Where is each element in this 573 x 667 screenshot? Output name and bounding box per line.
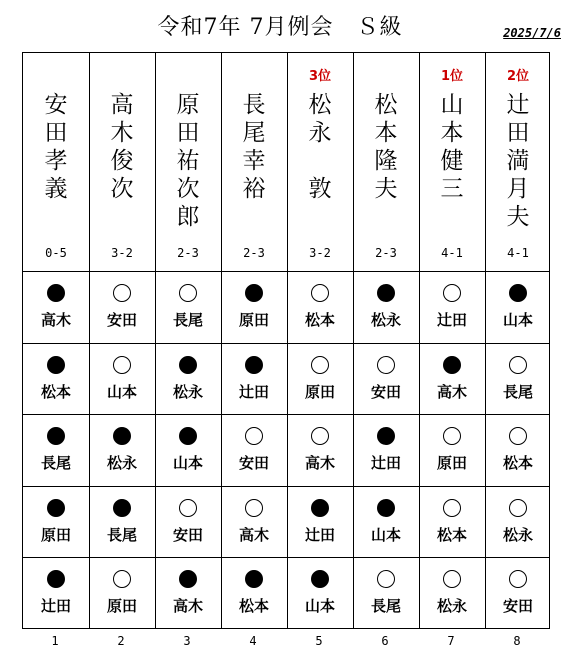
opponent-name: 松本 <box>238 597 269 615</box>
name-char <box>287 147 353 175</box>
game-result-cell <box>221 343 287 414</box>
name-char: 三 <box>440 176 464 202</box>
name-char: 田 <box>506 120 530 146</box>
player-header <box>419 53 485 271</box>
loss-dot-icon <box>245 284 263 302</box>
name-char: 隆 <box>374 148 398 174</box>
name-char: 辻 <box>506 92 530 118</box>
loss-dot-icon <box>179 356 197 374</box>
opponent-name: 長尾 <box>40 454 71 472</box>
opponent-name: 安田 <box>370 382 401 401</box>
name-char: 田 <box>176 120 200 146</box>
column-number: 7 <box>447 634 455 648</box>
name-char: 次 <box>110 176 134 202</box>
game-result-cell <box>23 343 89 414</box>
game-result-cell <box>485 343 551 414</box>
win-loss-record: 0-5 <box>45 246 67 260</box>
game-result-cell <box>89 557 155 628</box>
win-circle-icon <box>443 427 461 445</box>
column-number: 8 <box>513 634 521 648</box>
game-result-cell <box>221 557 287 628</box>
player-name <box>23 91 89 203</box>
name-char: 祐 <box>176 148 200 174</box>
name-char: 永 <box>308 120 332 146</box>
win-loss-record: 4-1 <box>507 246 529 260</box>
opponent-name: 原田 <box>304 382 335 401</box>
player-name <box>287 91 353 203</box>
opponent-name: 松永 <box>370 311 401 329</box>
game-result-cell <box>287 414 353 485</box>
page-title: 令和7年 7月例会 Ｓ級 <box>157 15 403 40</box>
win-circle-icon <box>113 356 131 374</box>
win-circle-icon <box>311 356 329 374</box>
game-result-cell <box>353 486 419 557</box>
loss-dot-icon <box>113 427 131 445</box>
loss-dot-icon <box>311 570 329 588</box>
game-result-cell <box>287 486 353 557</box>
name-char: 郎 <box>176 204 200 230</box>
game-result-cell <box>419 486 485 557</box>
win-circle-icon <box>509 499 527 517</box>
game-result-cell <box>23 414 89 485</box>
name-char: 田 <box>44 120 68 146</box>
opponent-name: 松本 <box>40 382 71 401</box>
player-header <box>89 53 155 271</box>
game-result-cell <box>485 271 551 342</box>
name-char: 尾 <box>242 120 266 146</box>
win-circle-icon <box>443 499 461 517</box>
game-result-cell <box>89 486 155 557</box>
column-number: 1 <box>51 634 59 648</box>
win-circle-icon <box>311 284 329 302</box>
opponent-name: 安田 <box>502 597 533 615</box>
game-result-cell <box>23 271 89 342</box>
player-name <box>155 91 221 231</box>
player-header <box>287 53 353 271</box>
column-number: 4 <box>249 634 257 648</box>
opponent-name: 長尾 <box>172 311 203 329</box>
win-loss-record: 2-3 <box>375 246 397 260</box>
loss-dot-icon <box>47 356 65 374</box>
name-char: 義 <box>44 176 68 202</box>
name-char: 孝 <box>44 148 68 174</box>
win-circle-icon <box>377 570 395 588</box>
loss-dot-icon <box>47 499 65 517</box>
game-result-cell <box>89 414 155 485</box>
opponent-name: 原田 <box>40 525 71 544</box>
column-number: 2 <box>117 634 125 648</box>
opponent-name: 高木 <box>436 382 467 401</box>
name-char: 長 <box>242 92 266 118</box>
game-result-cell <box>419 557 485 628</box>
opponent-name: 山本 <box>370 525 401 544</box>
game-result-cell <box>155 271 221 342</box>
player-name <box>485 91 551 231</box>
opponent-name: 辻田 <box>304 525 335 544</box>
player-name <box>419 91 485 203</box>
win-loss-record: 3-2 <box>309 246 331 260</box>
game-result-cell <box>89 343 155 414</box>
name-char: 本 <box>374 120 398 146</box>
name-char: 本 <box>440 120 464 146</box>
win-circle-icon <box>311 427 329 445</box>
opponent-name: 松本 <box>436 525 467 544</box>
name-char: 高 <box>110 92 134 118</box>
win-loss-record: 2-3 <box>243 246 265 260</box>
loss-dot-icon <box>245 570 263 588</box>
game-result-cell <box>287 271 353 342</box>
name-char: 松 <box>308 92 332 118</box>
opponent-name: 山本 <box>502 311 533 329</box>
column-number: 5 <box>315 634 323 648</box>
loss-dot-icon <box>377 284 395 302</box>
loss-dot-icon <box>311 499 329 517</box>
win-circle-icon <box>443 284 461 302</box>
game-result-cell <box>353 271 419 342</box>
player-header <box>485 53 551 271</box>
player-name <box>89 91 155 203</box>
game-result-cell <box>155 557 221 628</box>
rank-label: 1位 <box>440 69 464 84</box>
game-result-cell <box>89 271 155 342</box>
player-name <box>221 91 287 203</box>
game-result-cell <box>353 343 419 414</box>
opponent-name: 原田 <box>238 311 269 329</box>
opponent-name: 安田 <box>172 525 203 544</box>
loss-dot-icon <box>377 427 395 445</box>
name-char: 夫 <box>506 204 530 230</box>
game-result-cell <box>23 486 89 557</box>
name-char: 満 <box>506 148 530 174</box>
player-header <box>353 53 419 271</box>
opponent-name: 松永 <box>436 597 467 615</box>
name-char: 松 <box>374 92 398 118</box>
loss-dot-icon <box>377 499 395 517</box>
name-char: 夫 <box>374 176 398 202</box>
win-circle-icon <box>179 499 197 517</box>
win-circle-icon <box>113 284 131 302</box>
column-number: 6 <box>381 634 389 648</box>
opponent-name: 山本 <box>172 454 203 472</box>
game-result-cell <box>419 414 485 485</box>
player-header <box>221 53 287 271</box>
name-char: 敦 <box>308 176 332 202</box>
event-date: 2025/7/6 <box>503 26 561 40</box>
win-circle-icon <box>245 499 263 517</box>
opponent-name: 高木 <box>40 311 71 329</box>
opponent-name: 高木 <box>304 454 335 472</box>
opponent-name: 山本 <box>304 597 335 615</box>
win-loss-record: 4-1 <box>441 246 463 260</box>
game-result-cell <box>155 343 221 414</box>
game-result-cell <box>485 486 551 557</box>
opponent-name: 松永 <box>106 454 137 472</box>
game-result-cell <box>23 557 89 628</box>
name-char: 裕 <box>242 176 266 202</box>
name-char: 次 <box>176 176 200 202</box>
opponent-name: 安田 <box>238 454 269 472</box>
opponent-name: 辻田 <box>40 597 71 615</box>
opponent-name: 辻田 <box>238 382 269 401</box>
player-header <box>155 53 221 271</box>
name-char: 木 <box>110 120 134 146</box>
game-result-cell <box>419 271 485 342</box>
opponent-name: 高木 <box>238 525 269 544</box>
win-circle-icon <box>179 284 197 302</box>
opponent-name: 松本 <box>502 454 533 472</box>
player-header <box>23 53 89 271</box>
loss-dot-icon <box>245 356 263 374</box>
loss-dot-icon <box>47 284 65 302</box>
win-circle-icon <box>443 570 461 588</box>
opponent-name: 辻田 <box>436 311 467 329</box>
loss-dot-icon <box>509 284 527 302</box>
name-char: 月 <box>506 176 530 202</box>
game-result-cell <box>221 486 287 557</box>
column-number: 3 <box>183 634 191 648</box>
opponent-name: 山本 <box>106 382 137 401</box>
game-result-cell <box>287 557 353 628</box>
opponent-name: 高木 <box>172 597 203 615</box>
name-char: 健 <box>440 148 464 174</box>
opponent-name: 長尾 <box>106 525 137 544</box>
opponent-name: 松永 <box>172 382 203 401</box>
loss-dot-icon <box>47 570 65 588</box>
opponent-name: 安田 <box>106 311 137 329</box>
loss-dot-icon <box>113 499 131 517</box>
win-loss-record: 2-3 <box>177 246 199 260</box>
win-circle-icon <box>509 570 527 588</box>
game-result-cell <box>155 486 221 557</box>
opponent-name: 辻田 <box>370 454 401 472</box>
game-result-cell <box>221 271 287 342</box>
rank-label: 2位 <box>506 69 530 84</box>
name-char: 山 <box>440 92 464 118</box>
game-result-cell <box>353 414 419 485</box>
game-result-cell <box>419 343 485 414</box>
win-circle-icon <box>113 570 131 588</box>
results-table <box>22 52 550 629</box>
opponent-name: 長尾 <box>370 597 401 615</box>
loss-dot-icon <box>443 356 461 374</box>
name-char: 原 <box>176 92 200 118</box>
win-circle-icon <box>509 427 527 445</box>
player-name <box>353 91 419 203</box>
rank-label: 3位 <box>308 69 332 84</box>
win-loss-record: 3-2 <box>111 246 133 260</box>
game-result-cell <box>221 414 287 485</box>
game-result-cell <box>353 557 419 628</box>
opponent-name: 松永 <box>502 525 533 544</box>
loss-dot-icon <box>179 570 197 588</box>
game-result-cell <box>485 414 551 485</box>
opponent-name: 松本 <box>304 311 335 329</box>
win-circle-icon <box>377 356 395 374</box>
game-result-cell <box>155 414 221 485</box>
win-circle-icon <box>509 356 527 374</box>
name-char: 俊 <box>110 148 134 174</box>
opponent-name: 長尾 <box>502 382 533 401</box>
opponent-name: 原田 <box>106 597 137 615</box>
loss-dot-icon <box>179 427 197 445</box>
win-circle-icon <box>245 427 263 445</box>
name-char: 安 <box>44 92 68 118</box>
opponent-name: 原田 <box>436 454 467 472</box>
loss-dot-icon <box>47 427 65 445</box>
game-result-cell <box>287 343 353 414</box>
name-char: 幸 <box>242 148 266 174</box>
game-result-cell <box>485 557 551 628</box>
